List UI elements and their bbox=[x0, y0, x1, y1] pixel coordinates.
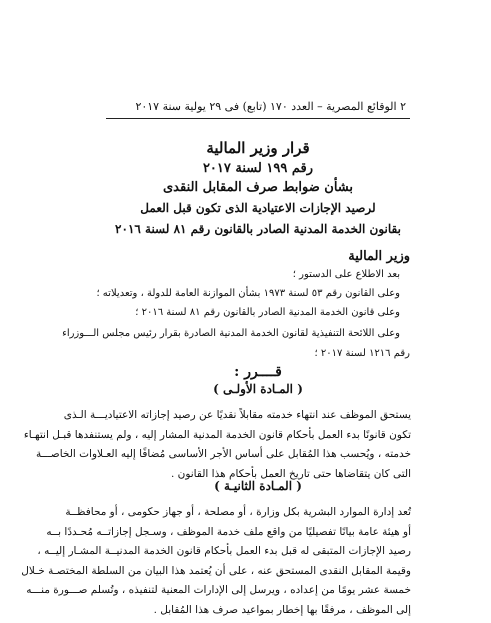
reference-line: وعلى قانون الخدمة المدنية الصادر بالقانون رقم ٨١ لسنة ٢٠١٦ ؛ bbox=[135, 307, 400, 318]
reference-line: وعلى القانون رقم ٥٣ لسنة ١٩٧٣ بشأن الموازنة العامة للدولة ، وتعديلاته ؛ bbox=[96, 288, 400, 299]
reference-line: وعلى اللائحة التنفيذية لقانون الخدمة المدنية الصادرة بقرار رئيس مجلس الـــوزراء bbox=[62, 328, 400, 339]
article-2-heading: ( المـادة الثانيـة ) bbox=[214, 479, 302, 493]
article-1-line: خدمته ، ويُحسب هذا المُقابل على أساس الأجر الأساسى مُضافًا إليه العـلاوات الخاصـــة bbox=[35, 448, 411, 460]
header-divider bbox=[106, 118, 410, 119]
article-1-line: يستحق الموظف عند انتهاء خدمته مقابلاً نقديًا عن رصيد إجازاته الاعتياديـــة الـذى bbox=[63, 409, 411, 421]
reference-line: بعد الاطلاع على الدستور ؛ bbox=[292, 269, 400, 280]
decree-subject: بشأن ضوابط صرف المقابل النقدى bbox=[163, 180, 353, 195]
decree-subject-line-3: بقانون الخدمة المدنية الصادر بالقانون رقم ٨١ لسنة ٢٠١٦ bbox=[115, 222, 401, 236]
article-1-body bbox=[23, 406, 411, 484]
article-2-line: رصيد الإجازات المتبقى له قبل بدء العمل بأحكام قانون الخدمة المدنيــة المشـار إليــه ، bbox=[37, 545, 411, 557]
article-1-line: التى كان يتقاضاها حتى تاريخ العمل بأحكام هذا القانون . bbox=[170, 467, 411, 480]
decided-heading: قــــرر : bbox=[234, 364, 282, 380]
article-1-line: تكون قانونًا بدء العمل بأحكام قانون الخدمة المدنية المشار إليه ، ولم يستنفدها قبـل انتهـاء bbox=[23, 428, 411, 441]
article-2-line: إلى الموظف ، مرفقًا بها إخطار بمواعيد صرف هذا المُقابل . bbox=[153, 603, 411, 616]
minister-label: وزير المالية bbox=[348, 249, 410, 264]
decree-number: رقم ١٩٩ لسنة ٢٠١٧ bbox=[202, 161, 314, 176]
page-header: ٢ الوقائع المصرية – العدد ١٧٠ (تابع) فى ٢٩ يولية سنة ٢٠١٧ bbox=[135, 100, 406, 113]
article-1-heading: ( المـادة الأولـى ) bbox=[213, 382, 303, 396]
article-2-body bbox=[21, 503, 411, 620]
article-2-line: خمسة عشر يومًا من إعداده ، ويرسل إلى الإدارات المعنية لتنفيذه ، وتُسلم صـــورة منـــه bbox=[26, 584, 411, 596]
reference-line: رقم ١٢١٦ لسنة ٢٠١٧ ؛ bbox=[314, 348, 410, 359]
article-2-line: تُعد إدارة الموارد البشرية بكل وزارة ، أو مصلحة ، أو جهاز حكومى ، أو محافظــة bbox=[65, 506, 411, 518]
decree-title: قرار وزير المالية bbox=[206, 139, 310, 157]
article-2-line: أو هيئة عامة بيانًا تفصيليًا من واقع ملف خدمة الموظف ، وسـجل إجازاتــه مُحـددًا بــه bbox=[46, 525, 411, 538]
article-2-line: وقيمة المقابل النقدى المستحق عنه ، على أن يُعتمد هذا البيان من السلطة المختصـة خـلال bbox=[21, 564, 411, 577]
decree-subject-line-2: لرصيد الإجازات الاعتيادية الذى تكون قبل العمل bbox=[140, 201, 376, 215]
